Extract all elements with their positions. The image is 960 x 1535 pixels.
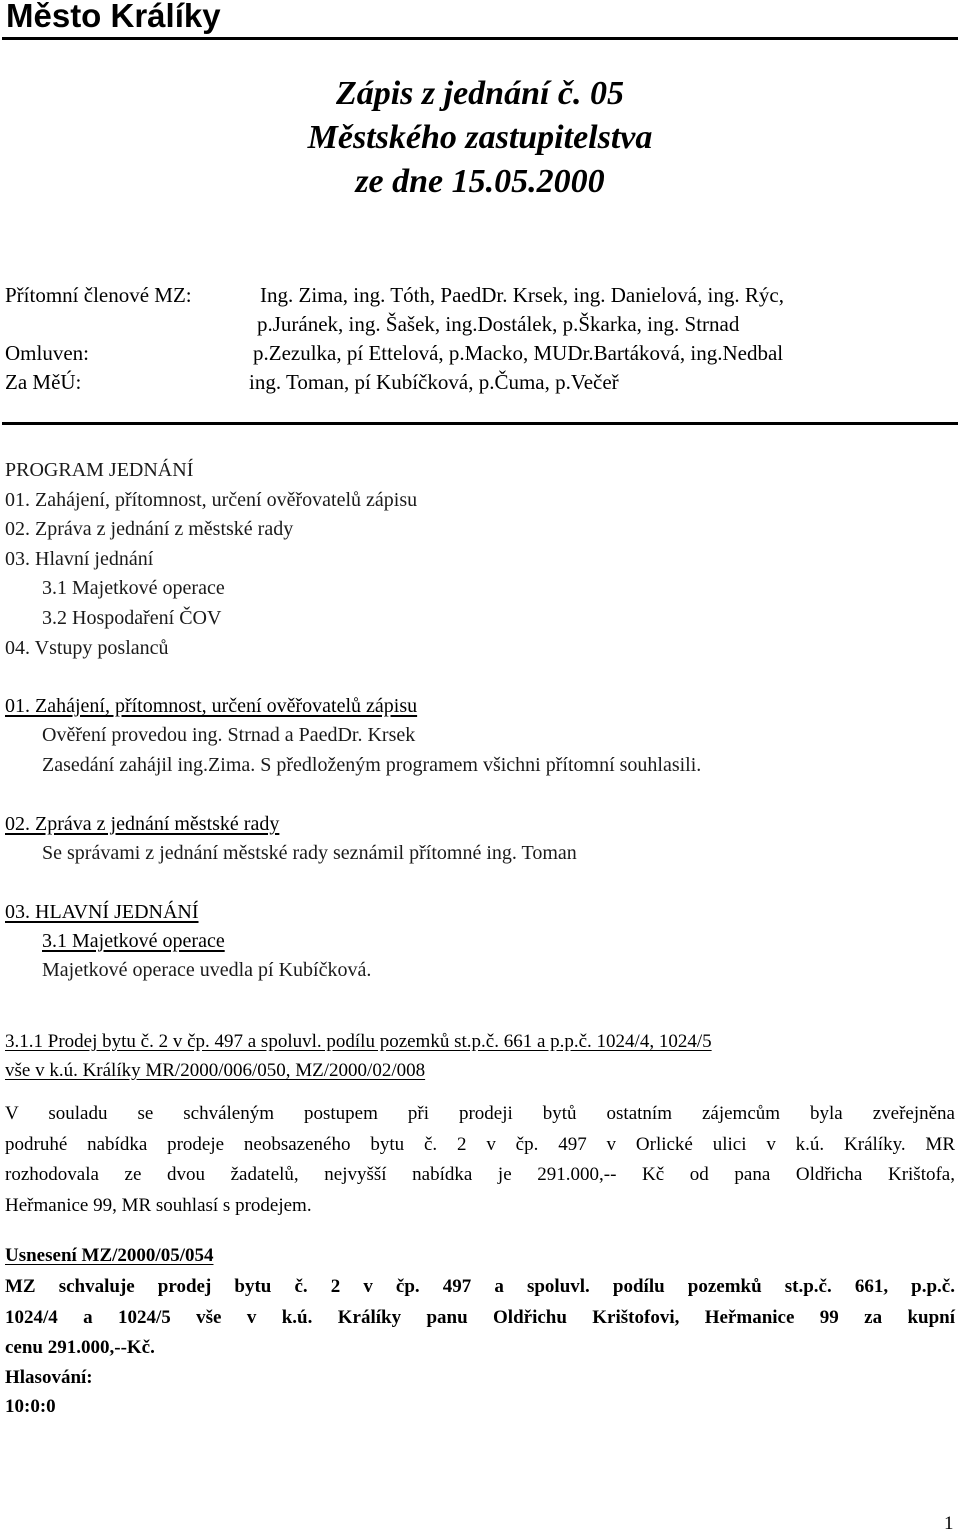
section-01-line-1: Ověření provedou ing. Strnad a PaedDr. Krsek [42,724,416,746]
item-311-line-2: vše v k.ú. Králíky MR/2000/006/050, MZ/2000/02/008 [5,1060,426,1081]
present-label: Přítomní členové MZ: [5,283,192,307]
section-031-title: 3.1 Majetkové operace [42,930,225,952]
present-line-1: Ing. Zima, ing. Tóth, PaedDr. Krsek, ing. Danielová, ing. Rýc, [260,283,784,307]
attendance-rule [2,422,958,425]
excused-value: p.Zezulka, pí Ettelová, p.Macko, MUDr.Bartáková, ing.Nedbal [253,341,784,365]
program-item: 04. Vstupy poslanců [5,637,169,659]
office-label: Za MěÚ: [5,370,82,394]
section-02-line-1: Se správami z jednání městské rady seznámil přítomné ing. Toman [42,842,577,864]
paragraph-line: V souladu se schváleným postupem při prodeji bytů ostatním zájemcům byla zveřejněna [5,1103,955,1124]
program-item: 02. Zpráva z jednání z městské rady [5,518,294,540]
program-item: 3.2 Hospodaření ČOV [42,607,222,629]
title-line-3: ze dne 15.05.2000 [355,163,605,200]
resolution-text [5,1272,955,1364]
section-01-title: 01. Zahájení, přítomnost, určení ověřovatelů zápisu [5,695,418,717]
resolution-line: cenu 291.000,--Kč. [5,1337,155,1358]
vote-value: 10:0:0 [5,1396,56,1417]
town-title: Město Králíky [6,0,221,34]
excused-label: Omluven: [5,341,89,365]
header-rule [2,37,958,40]
resolution-line: MZ schvaluje prodej bytu č. 2 v čp. 497 a spoluvl. podílu pozemků st.p.č. 661, p.p.č. [5,1276,955,1297]
program-item: 03. Hlavní jednání [5,548,154,570]
section-03-title: 03. HLAVNÍ JEDNÁNÍ [5,901,199,923]
title-line-2: Městského zastupitelstva [307,119,653,156]
paragraph-line: podruhé nabídka prodeje neobsazeného bytu č. 2 v čp. 497 v Orlické ulici v k.ú. Králíky. MR [5,1133,955,1155]
program-heading: PROGRAM JEDNÁNÍ [5,459,194,481]
resolution-label: Usnesení MZ/2000/05/054 [5,1245,214,1266]
item-311-paragraph [5,1099,955,1221]
present-line-2: p.Juránek, ing. Šašek, ing.Dostálek, p.Škarka, ing. Strnad [257,312,740,336]
section-02-title: 02. Zpráva z jednání městské rady [5,813,280,835]
item-311-line-1: 3.1.1 Prodej bytu č. 2 v čp. 497 a spoluvl. podílu pozemků st.p.č. 661 a p.p.č. 1024/4, 1024/5 [5,1031,712,1052]
program-item: 3.1 Majetkové operace [42,577,225,599]
section-01-line-2: Zasedání zahájil ing.Zima. S předloženým programem všichni přítomní souhlasili. [42,754,702,776]
paragraph-line: Heřmanice 99, MR souhlasí s prodejem. [5,1194,312,1216]
paragraph-line: rozhodovala ze dvou žadatelů, nejvyšší nabídka je 291.000,-- Kč od pana Oldřicha Krištofa, [5,1164,955,1185]
title-line-1: Zápis z jednání č. 05 [335,75,625,112]
document-title [0,72,960,204]
vote-label: Hlasování: [5,1367,93,1388]
page-number: 1 [944,1513,954,1534]
resolution-line: 1024/4 a 1024/5 vše v k.ú. Králíky panu Oldřichu Krištofovi, Heřmanice 99 za kupní [5,1306,955,1328]
office-value: ing. Toman, pí Kubíčková, p.Čuma, p.Večeř [249,370,619,394]
program-item: 01. Zahájení, přítomnost, určení ověřovatelů zápisu [5,489,418,511]
section-031-line-1: Majetkové operace uvedla pí Kubíčková. [42,959,372,981]
